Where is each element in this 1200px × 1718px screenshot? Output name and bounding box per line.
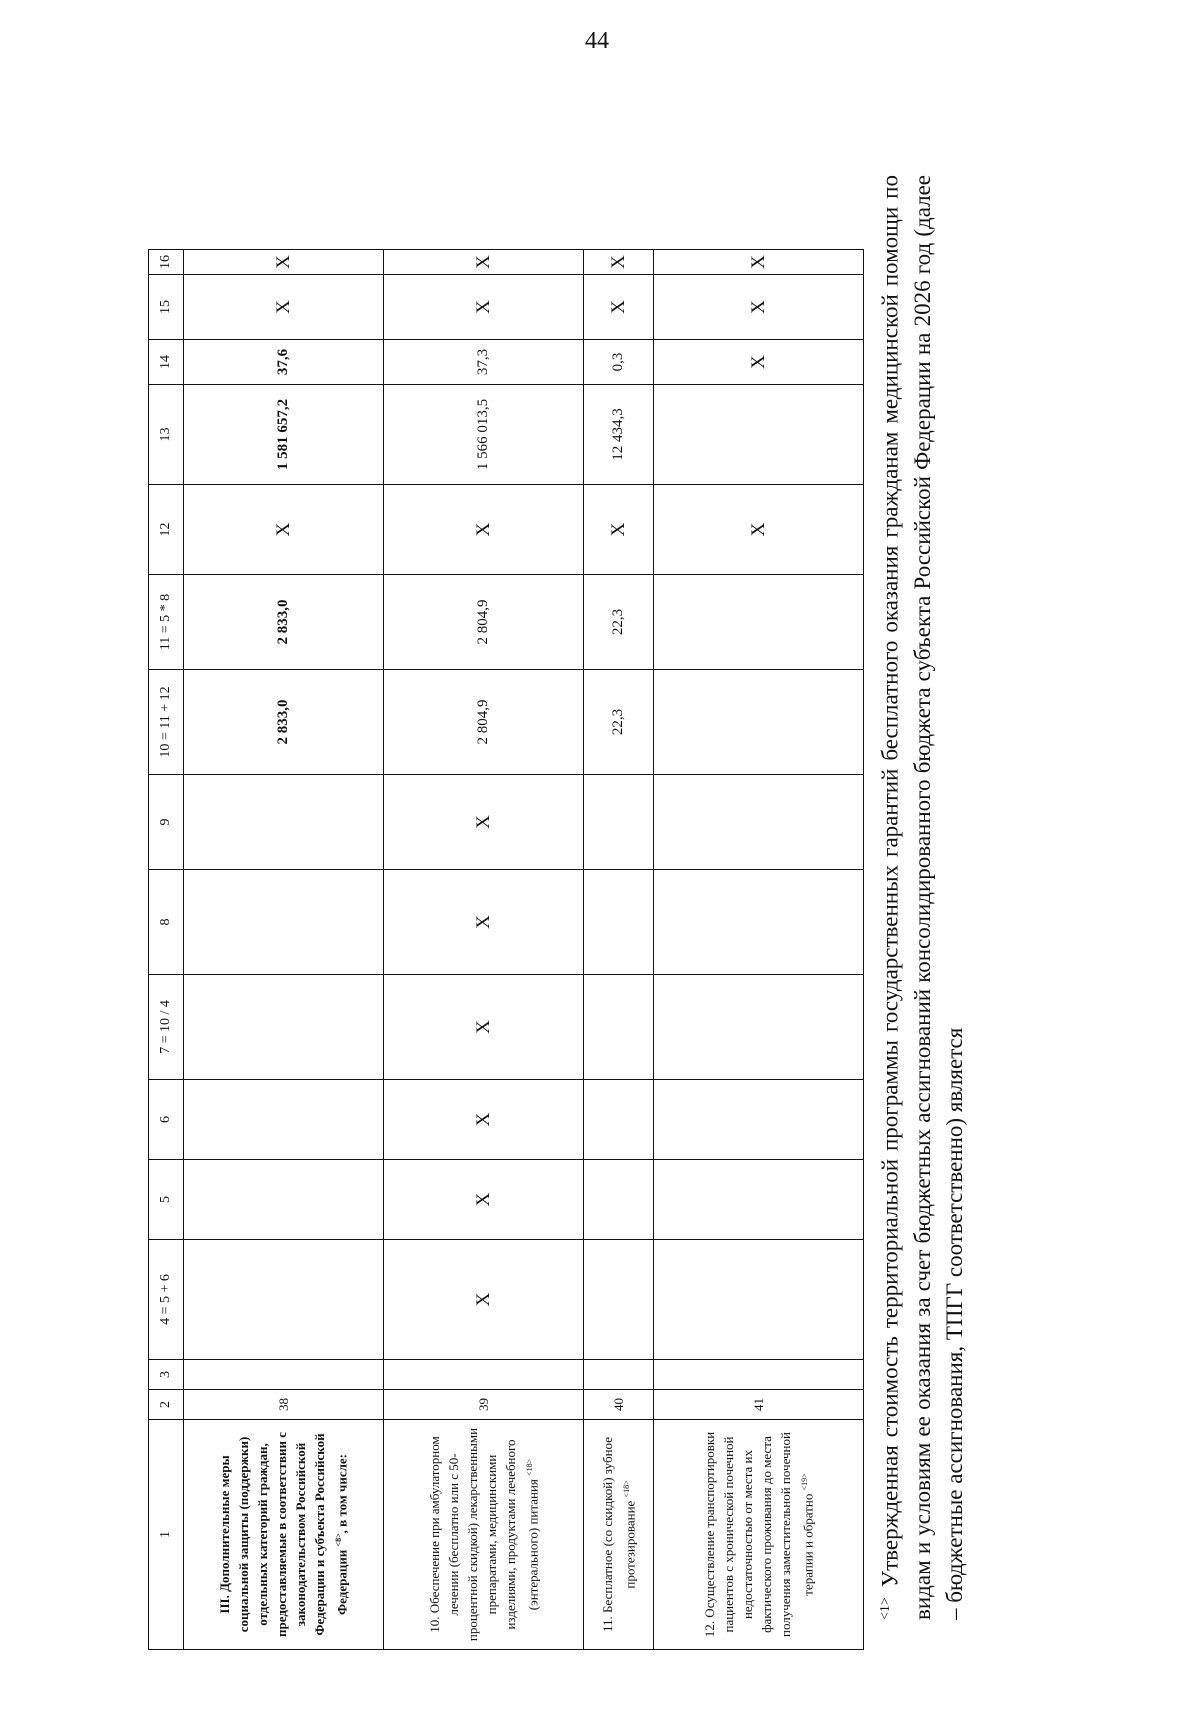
cell	[584, 870, 654, 975]
cell	[184, 775, 384, 870]
row-number: 39	[384, 1390, 584, 1420]
cell: 2 833,0	[184, 670, 384, 775]
cell: Х	[384, 775, 584, 870]
footnote-ref: <8>	[334, 1533, 344, 1547]
header-cell: 15	[149, 275, 184, 340]
cell: Х	[184, 485, 384, 575]
cell: Х	[384, 250, 584, 275]
footnote-ref: <19>	[799, 1473, 809, 1491]
header-cell: 12	[149, 485, 184, 575]
cell: 12 434,3	[584, 385, 654, 485]
cell: 0,3	[584, 340, 654, 385]
table-row	[384, 250, 584, 1650]
cell: Х	[384, 1240, 584, 1360]
row-number: 41	[654, 1390, 864, 1420]
cell	[654, 975, 864, 1080]
cell: 2 804,9	[384, 575, 584, 670]
cell: 2 833,0	[184, 575, 384, 670]
cell: 22,3	[584, 670, 654, 775]
header-cell: 3	[149, 1360, 184, 1390]
row-label: 12. Осуществление транспортировки пациентов с хронической почечной недостаточностью от места их фактического проживания до места получения заместительной почечной терапии и обратно $^{<19>}$	[654, 1420, 864, 1650]
cell	[184, 1360, 384, 1390]
cell: 2 804,9	[384, 670, 584, 775]
cell: 22,3	[584, 575, 654, 670]
cell	[654, 1160, 864, 1240]
cell	[184, 1240, 384, 1360]
cost-table	[148, 249, 864, 1650]
cell	[584, 975, 654, 1080]
cell	[654, 575, 864, 670]
cell: Х	[184, 250, 384, 275]
cell: Х	[384, 275, 584, 340]
cell: Х	[584, 250, 654, 275]
footnote-ref: <18>	[621, 1480, 631, 1498]
footnote-text: Утвержденная стоимость территориальной программы государственных гарантий бесплатного оказания гражданам медицинской помощи по видам и условиям ее оказания за счет бюджетных ассигнований консолидированного бюджета субъекта Российской Федерации на 2026 год (далее – бюджетные ассигнования, ТПГГ соответственно) является	[877, 175, 967, 1620]
header-cell: 6	[149, 1080, 184, 1160]
cell	[584, 775, 654, 870]
header-cell: 9	[149, 775, 184, 870]
cell	[184, 1080, 384, 1160]
header-cell: 13	[149, 385, 184, 485]
cell: Х	[384, 975, 584, 1080]
cell	[654, 670, 864, 775]
header-cell: 1	[149, 1420, 184, 1650]
header-cell: 8	[149, 870, 184, 975]
cell: Х	[184, 275, 384, 340]
cell: Х	[584, 485, 654, 575]
cell	[584, 1240, 654, 1360]
row-number: 40	[584, 1390, 654, 1420]
cell: Х	[654, 340, 864, 385]
table-row	[584, 250, 654, 1650]
row-number: 38	[184, 1390, 384, 1420]
cell: Х	[384, 1080, 584, 1160]
cell: Х	[384, 485, 584, 575]
header-cell: 7 = 10 / 4	[149, 975, 184, 1080]
cell: 1 581 657,2	[184, 385, 384, 485]
cell: 37,3	[384, 340, 584, 385]
cell	[654, 1080, 864, 1160]
footnote-mark: <1>	[878, 1597, 893, 1620]
cell	[184, 975, 384, 1080]
footnote-ref: <18>	[524, 1458, 534, 1476]
footnote	[870, 175, 971, 1620]
cell: 1 566 013,5	[384, 385, 584, 485]
cell	[384, 1360, 584, 1390]
cell: Х	[584, 275, 654, 340]
table-row	[654, 250, 864, 1650]
cell	[184, 870, 384, 975]
page-number: 44	[585, 28, 609, 54]
cell: Х	[384, 870, 584, 975]
header-row	[149, 250, 184, 1650]
row-label: 11. Бесплатное (со скидкой) зубное протезирование $^{<18>}$	[584, 1420, 654, 1650]
cell: Х	[654, 485, 864, 575]
header-cell: 5	[149, 1160, 184, 1240]
rotated-content	[148, 150, 1148, 1650]
header-cell: 16	[149, 250, 184, 275]
cell	[654, 385, 864, 485]
cell	[584, 1160, 654, 1240]
header-cell: 14	[149, 340, 184, 385]
cell	[654, 1240, 864, 1360]
cell: 37,6	[184, 340, 384, 385]
header-cell: 2	[149, 1390, 184, 1420]
cell	[654, 870, 864, 975]
cell	[184, 1160, 384, 1240]
cell: Х	[654, 250, 864, 275]
row-label: 10. Обеспечение при амбулаторном лечении (бесплатно или с 50-процентной скидкой) лекарственными препаратами, медицинскими изделиями, продуктами лечебного (энтерального) питания $^{<18>}$	[384, 1420, 584, 1650]
header-cell: 10 = 11 + 12	[149, 670, 184, 775]
cell	[654, 1360, 864, 1390]
cell: Х	[384, 1160, 584, 1240]
row-label: III. Дополнительные меры социальной защиты (поддержки) отдельных категорий граждан, предоставляемые в соответствии с законодательством Российской Федерации и субъекта Российской Федерации $^{<8>}$, в том числе:	[184, 1420, 384, 1650]
table-row	[184, 250, 384, 1650]
cell	[654, 775, 864, 870]
cell	[584, 1080, 654, 1160]
header-cell: 11 = 5 * 8	[149, 575, 184, 670]
cell: Х	[654, 275, 864, 340]
header-cell: 4 = 5 + 6	[149, 1240, 184, 1360]
cell	[584, 1360, 654, 1390]
